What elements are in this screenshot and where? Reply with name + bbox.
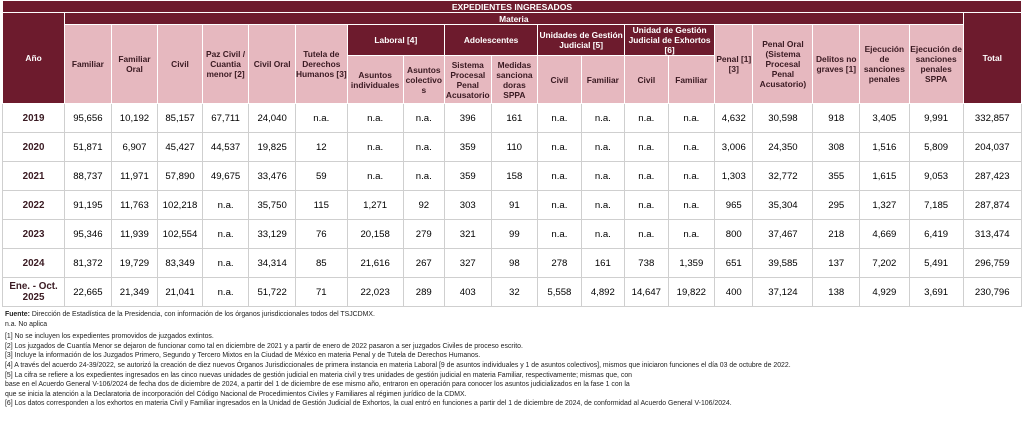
value-cell: 138 [813,278,860,307]
group-exhortos: Unidad de Gestión Judicial de Exhortos [6] [625,25,715,56]
value-cell: 7,185 [909,191,963,220]
value-cell: 76 [295,220,347,249]
value-cell: 21,041 [158,278,203,307]
group-ugj: Unidades de Gestión Judicial [5] [538,25,625,56]
value-cell: 115 [295,191,347,220]
value-cell: 1,271 [347,191,403,220]
col-ejecucion: Ejecución de sanciones penales [860,25,910,104]
group-laboral: Laboral [4] [347,25,444,56]
value-cell: 218 [813,220,860,249]
col-ejecucion-sppa: Ejecución de sanciones penales SPPA [909,25,963,104]
note-fuente [5,310,1022,320]
value-cell: 33,476 [249,162,296,191]
value-cell: 6,419 [909,220,963,249]
value-cell: n.a. [668,133,715,162]
value-cell: n.a. [347,104,403,133]
value-cell: 4,892 [581,278,624,307]
total-cell: 296,759 [963,249,1021,278]
value-cell: 110 [491,133,538,162]
value-cell: 161 [581,249,624,278]
value-cell: 44,537 [202,133,249,162]
value-cell: 32 [491,278,538,307]
value-cell: n.a. [581,191,624,220]
value-cell: n.a. [347,133,403,162]
value-cell: 303 [444,191,491,220]
value-cell: 321 [444,220,491,249]
year-cell: 2019 [3,104,65,133]
col-delitos: Delitos no graves [1] [813,25,860,104]
value-cell: 295 [813,191,860,220]
value-cell: 102,554 [158,220,203,249]
value-cell: 22,665 [65,278,112,307]
value-cell: 4,929 [860,278,910,307]
col-civil-oral: Civil Oral [249,25,296,104]
value-cell: n.a. [403,162,444,191]
value-cell: n.a. [202,220,249,249]
note-6: [6] Los datos corresponden a los exhortos en materia Civil y Familiar ingresados en la Unidad de Gestión Judicial de Exhortos, la cual entró en funciones a partir del 1 de diciembre de 2024, de conformidad al Acuerdo General V-106/2024. [5,400,732,408]
value-cell: n.a. [581,162,624,191]
value-cell: 99 [491,220,538,249]
note-5c: que se inicia la atención a la Declaratoria de incorporación del Código Nacional de Procedimientos Civiles y Familiares al régimen jurídico de la CDMX. [5,390,467,398]
footnotes [2,310,1022,409]
value-cell: 403 [444,278,491,307]
total-cell: 287,423 [963,162,1021,191]
group-adolescentes: Adolescentes [444,25,537,56]
value-cell: 5,491 [909,249,963,278]
value-cell: 91 [491,191,538,220]
table-body [3,104,1022,307]
total-cell: 204,037 [963,133,1021,162]
value-cell: 355 [813,162,860,191]
value-cell: 12 [295,133,347,162]
value-cell: n.a. [538,191,581,220]
value-cell: 7,202 [860,249,910,278]
col-familiar-oral: Familiar Oral [111,25,158,104]
value-cell: 3,405 [860,104,910,133]
value-cell: 965 [715,191,753,220]
value-cell: 24,040 [249,104,296,133]
value-cell: 396 [444,104,491,133]
value-cell: 10,192 [111,104,158,133]
value-cell: n.a. [668,162,715,191]
materia-header: Materia [65,13,963,25]
value-cell: 1,615 [860,162,910,191]
value-cell: 30,598 [753,104,813,133]
note-2: [2] Los juzgados de Cuantía Menor se dejaron de funcionar como tal en diciembre de 2021 y a partir de enero de 2022 pasaron a ser juzgados Civiles de proceso escrito. [5,342,523,350]
col-medidas-sancion: Medidas sanciona doras SPPA [491,56,538,104]
note-4: [4] A través del acuerdo 24-39/2022, se autorizó la creación de diez nuevos Órganos Jurisdiccionales de primera instancia en materia Laboral [9 de asuntos individuales y 1 de asuntos colectivos], mismos que iniciaron funciones el día 03 de octubre de 2022. [5,361,791,369]
value-cell: 35,750 [249,191,296,220]
note-1: [1] No se incluyen los expedientes promovidos de juzgados extintos. [5,333,214,341]
value-cell: 6,907 [111,133,158,162]
table-title: EXPEDIENTES INGRESADOS [3,1,1022,13]
value-cell: 4,669 [860,220,910,249]
value-cell: 1,516 [860,133,910,162]
col-ugj-civil: Civil [538,56,581,104]
value-cell: 278 [538,249,581,278]
value-cell: 19,825 [249,133,296,162]
value-cell: 5,558 [538,278,581,307]
value-cell: n.a. [403,133,444,162]
col-penal-oral: Penal Oral (Sistema Procesal Penal Acusatorio) [753,25,813,104]
value-cell: 4,632 [715,104,753,133]
value-cell: 3,006 [715,133,753,162]
value-cell: 102,218 [158,191,203,220]
table-row [3,220,1022,249]
value-cell: n.a. [581,104,624,133]
year-cell: 2021 [3,162,65,191]
value-cell: 37,124 [753,278,813,307]
value-cell: 5,809 [909,133,963,162]
value-cell: 738 [625,249,668,278]
col-sistema-procesal: Sistema Procesal Penal Acusatorio [444,56,491,104]
year-cell: Ene. - Oct. 2025 [3,278,65,307]
value-cell: 33,129 [249,220,296,249]
table-row [3,249,1022,278]
value-cell: 158 [491,162,538,191]
note-3: [3] Incluye la información de los Juzgados Primero, Segundo y Tercero Mixtos en la Ciudad de México en materia Penal y de Tutela de Derechos Humanos. [5,352,481,360]
value-cell: n.a. [538,104,581,133]
value-cell: 92 [403,191,444,220]
value-cell: n.a. [538,133,581,162]
value-cell: n.a. [625,162,668,191]
value-cell: 83,349 [158,249,203,278]
value-cell: 22,023 [347,278,403,307]
col-civil: Civil [158,25,203,104]
table-row [3,162,1022,191]
value-cell: 20,158 [347,220,403,249]
value-cell: 37,467 [753,220,813,249]
note-5a: [5] La cifra se refiere a los expedientes ingresados en las cinco nuevas unidades de gestión judicial en materia civil y tres unidades de gestión judicial en materia Familiar, respectivamente; mismas que, con [5,371,633,379]
value-cell: 95,656 [65,104,112,133]
value-cell: 21,349 [111,278,158,307]
value-cell: 19,729 [111,249,158,278]
value-cell: n.a. [202,249,249,278]
value-cell: n.a. [202,191,249,220]
col-familiar: Familiar [65,25,112,104]
year-cell: 2024 [3,249,65,278]
table-row [3,104,1022,133]
col-asuntos-individuales: Asuntos individuales [347,56,403,104]
value-cell: 1,303 [715,162,753,191]
total-cell: 313,474 [963,220,1021,249]
col-penal: Penal [1][3] [715,25,753,104]
col-exh-civil: Civil [625,56,668,104]
value-cell: n.a. [581,220,624,249]
value-cell: 51,722 [249,278,296,307]
col-anio: Año [3,13,65,104]
value-cell: n.a. [202,278,249,307]
value-cell: n.a. [625,133,668,162]
value-cell: 400 [715,278,753,307]
value-cell: 67,711 [202,104,249,133]
value-cell: n.a. [668,104,715,133]
value-cell: 35,304 [753,191,813,220]
value-cell: 651 [715,249,753,278]
table-row [3,278,1022,307]
col-total: Total [963,13,1021,104]
year-cell: 2023 [3,220,65,249]
value-cell: 91,195 [65,191,112,220]
total-cell: 230,796 [963,278,1021,307]
total-cell: 287,874 [963,191,1021,220]
table-row [3,133,1022,162]
page [2,0,1022,409]
value-cell: 95,346 [65,220,112,249]
value-cell: n.a. [538,162,581,191]
value-cell: 14,647 [625,278,668,307]
value-cell: 359 [444,162,491,191]
year-cell: 2022 [3,191,65,220]
value-cell: 359 [444,133,491,162]
value-cell: 51,871 [65,133,112,162]
value-cell: n.a. [347,162,403,191]
value-cell: 85,157 [158,104,203,133]
value-cell: 85 [295,249,347,278]
value-cell: 88,737 [65,162,112,191]
value-cell: 24,350 [753,133,813,162]
value-cell: 21,616 [347,249,403,278]
value-cell: 11,939 [111,220,158,249]
value-cell: 11,763 [111,191,158,220]
value-cell: 57,890 [158,162,203,191]
value-cell: 161 [491,104,538,133]
value-cell: 11,971 [111,162,158,191]
value-cell: n.a. [668,191,715,220]
value-cell: n.a. [538,220,581,249]
value-cell: 918 [813,104,860,133]
year-cell: 2020 [3,133,65,162]
value-cell: n.a. [625,220,668,249]
value-cell: 34,314 [249,249,296,278]
value-cell: 1,359 [668,249,715,278]
value-cell: n.a. [625,104,668,133]
col-tutela: Tutela de Derechos Humanos [3] [295,25,347,104]
value-cell: 32,772 [753,162,813,191]
note-5b: base en el Acuerdo General V-106/2024 de fecha dos de diciembre de 2024, a partir del 1 de diciembre de ese mismo año, entraron en operación para conocer los asuntos judicializados en la fase 1 con la [5,381,630,389]
value-cell: 308 [813,133,860,162]
value-cell: 137 [813,249,860,278]
value-cell: 1,327 [860,191,910,220]
value-cell: 3,691 [909,278,963,307]
col-ugj-familiar: Familiar [581,56,624,104]
value-cell: n.a. [581,133,624,162]
col-paz-civil: Paz Civil / Cuantia menor [2] [202,25,249,104]
col-asuntos-colectivos: Asuntos colectivo s [403,56,444,104]
value-cell: 39,585 [753,249,813,278]
value-cell: 98 [491,249,538,278]
value-cell: 267 [403,249,444,278]
fuente-text: Dirección de Estadística de la Presidencia, con información de los órganos jurisdiccionales todos del TSJCDMX. [31,311,375,318]
value-cell: 327 [444,249,491,278]
value-cell: 59 [295,162,347,191]
value-cell: 49,675 [202,162,249,191]
value-cell: 289 [403,278,444,307]
value-cell: 800 [715,220,753,249]
col-exh-familiar: Familiar [668,56,715,104]
fuente-label: Fuente: [5,311,30,318]
value-cell: 19,822 [668,278,715,307]
value-cell: 81,372 [65,249,112,278]
value-cell: 9,991 [909,104,963,133]
value-cell: 45,427 [158,133,203,162]
expedientes-table [2,0,1022,307]
value-cell: n.a. [295,104,347,133]
table-row [3,191,1022,220]
value-cell: n.a. [403,104,444,133]
value-cell: 71 [295,278,347,307]
value-cell: n.a. [625,191,668,220]
note-na: n.a. No aplica [5,320,48,328]
value-cell: 9,053 [909,162,963,191]
total-cell: 332,857 [963,104,1021,133]
value-cell: 279 [403,220,444,249]
value-cell: n.a. [668,220,715,249]
